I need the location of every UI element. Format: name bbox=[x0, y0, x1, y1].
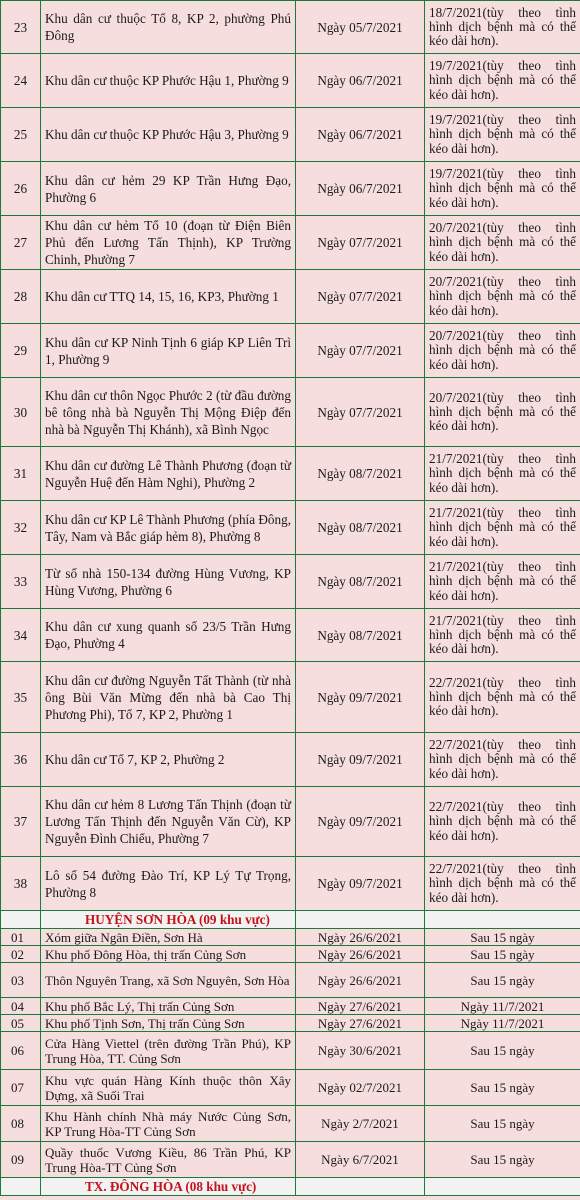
section-until-cell bbox=[425, 911, 580, 929]
row-date: Ngày 07/7/2021 bbox=[296, 324, 425, 378]
section-date-cell bbox=[296, 911, 425, 929]
table-row bbox=[1, 378, 580, 447]
row-until: Sau 15 ngày bbox=[425, 1106, 580, 1142]
row-date: Ngày 06/7/2021 bbox=[296, 54, 425, 108]
row-number: 27 bbox=[1, 216, 41, 270]
row-number: 31 bbox=[1, 447, 41, 501]
row-date: Ngày 09/7/2021 bbox=[296, 662, 425, 733]
section-header bbox=[1, 1178, 580, 1196]
row-date: Ngày 06/7/2021 bbox=[296, 108, 425, 162]
row-date: Ngày 27/6/2021 bbox=[296, 1015, 425, 1032]
row-until: Ngày 11/7/2021 bbox=[425, 1015, 580, 1032]
row-date: Ngày 08/7/2021 bbox=[296, 447, 425, 501]
row-date: Ngày 26/6/2021 bbox=[296, 946, 425, 963]
row-date: Ngày 09/7/2021 bbox=[296, 787, 425, 857]
row-location: Khu dân cư hẻm 29 KP Trần Hưng Đạo, Phường 6 bbox=[41, 162, 296, 216]
table-row bbox=[1, 555, 580, 609]
row-until: Sau 15 ngày bbox=[425, 1070, 580, 1106]
table-row bbox=[1, 609, 580, 662]
row-date: Ngày 30/6/2021 bbox=[296, 1032, 425, 1070]
row-until: 20/7/2021(tùy theo tình hình dịch bệnh mà có thể kéo dài hơn). bbox=[425, 324, 580, 378]
row-until: Sau 15 ngày bbox=[425, 1032, 580, 1070]
row-number: 36 bbox=[1, 733, 41, 787]
table-row bbox=[1, 662, 580, 733]
row-location: Từ số nhà 150-134 đường Hùng Vương, KP Hùng Vương, Phường 6 bbox=[41, 555, 296, 609]
row-location: Khu phố Tịnh Sơn, Thị trấn Củng Sơn bbox=[41, 1015, 296, 1032]
row-date: Ngày 07/7/2021 bbox=[296, 216, 425, 270]
section-until-cell bbox=[425, 1178, 580, 1196]
row-number: 37 bbox=[1, 787, 41, 857]
section-title: HUYỆN SƠN HÒA (09 khu vực) bbox=[41, 911, 296, 929]
row-location: Khu dân cư KP Lê Thành Phương (phía Đông, Tây, Nam và Bắc giáp hẻm 8), Phường 8 bbox=[41, 501, 296, 555]
section-number-cell bbox=[1, 911, 41, 929]
row-location: Khu vực quán Hàng Kính thuộc thôn Xây Dựng, xã Suối Trai bbox=[41, 1070, 296, 1106]
row-location: Khu dân cư đường Lê Thành Phương (đoạn từ Nguyễn Huệ đến Hàm Nghi), Phường 2 bbox=[41, 447, 296, 501]
table-row bbox=[1, 216, 580, 270]
row-number: 01 bbox=[1, 929, 41, 946]
row-number: 09 bbox=[1, 1142, 41, 1178]
row-date: Ngày 08/7/2021 bbox=[296, 501, 425, 555]
row-number: 24 bbox=[1, 54, 41, 108]
row-date: Ngày 07/7/2021 bbox=[296, 270, 425, 324]
table-row bbox=[1, 857, 580, 911]
row-location: Thôn Nguyên Trang, xã Sơn Nguyên, Sơn Hòa bbox=[41, 963, 296, 998]
row-number: 38 bbox=[1, 857, 41, 911]
row-until: 20/7/2021(tùy theo tình hình dịch bệnh mà có thể kéo dài hơn). bbox=[425, 270, 580, 324]
row-number: 23 bbox=[1, 1, 41, 54]
row-location: Khu dân cư thôn Ngọc Phước 2 (từ đầu đường bê tông nhà bà Nguyễn Thị Mộng Điệp đến nhà bà Nguyễn Thị Khánh), xã Bình Ngọc bbox=[41, 378, 296, 447]
table-row bbox=[1, 447, 580, 501]
row-date: Ngày 07/7/2021 bbox=[296, 378, 425, 447]
table-row bbox=[1, 54, 580, 108]
row-until: Sau 15 ngày bbox=[425, 963, 580, 998]
row-number: 29 bbox=[1, 324, 41, 378]
row-date: Ngày 26/6/2021 bbox=[296, 963, 425, 998]
row-location: Khu dân cư thuộc KP Phước Hậu 1, Phường 9 bbox=[41, 54, 296, 108]
table-row bbox=[1, 1106, 580, 1142]
section-header bbox=[1, 911, 580, 929]
row-until: Sau 15 ngày bbox=[425, 1142, 580, 1178]
row-number: 30 bbox=[1, 378, 41, 447]
table-row bbox=[1, 1032, 580, 1070]
row-location: Khu phố Bắc Lý, Thị trấn Củng Sơn bbox=[41, 998, 296, 1015]
row-date: Ngày 02/7/2021 bbox=[296, 1070, 425, 1106]
row-number: 25 bbox=[1, 108, 41, 162]
section-date-cell bbox=[296, 1178, 425, 1196]
row-location: Lô số 54 đường Đào Trí, KP Lý Tự Trọng, Phường 8 bbox=[41, 857, 296, 911]
row-location: Cửa Hàng Viettel (trên đường Trần Phú), KP Trung Hòa, TT. Củng Sơn bbox=[41, 1032, 296, 1070]
table-row bbox=[1, 1015, 580, 1032]
table-row bbox=[1, 501, 580, 555]
row-date: Ngày 08/7/2021 bbox=[296, 555, 425, 609]
row-until: 20/7/2021(tùy theo tình hình dịch bệnh mà có thể kéo dài hơn). bbox=[425, 378, 580, 447]
row-number: 03 bbox=[1, 963, 41, 998]
row-until: 21/7/2021(tùy theo tình hình dịch bệnh mà có thể kéo dài hơn). bbox=[425, 501, 580, 555]
row-until: Sau 15 ngày bbox=[425, 946, 580, 963]
table-row bbox=[1, 998, 580, 1015]
row-until: 19/7/2021(tùy theo tình hình dịch bệnh mà có thể kéo dài hơn). bbox=[425, 108, 580, 162]
row-number: 07 bbox=[1, 1070, 41, 1106]
row-location: Khu dân cư đường Nguyễn Tất Thành (từ nhà ông Bùi Văn Mừng đến nhà bà Cao Thị Phương Phi), Tổ 7, KP 2, Phường 1 bbox=[41, 662, 296, 733]
row-until: 18/7/2021(tùy theo tình hình dịch bệnh mà có thể kéo dài hơn). bbox=[425, 1, 580, 54]
row-date: Ngày 06/7/2021 bbox=[296, 162, 425, 216]
row-number: 08 bbox=[1, 1106, 41, 1142]
row-number: 04 bbox=[1, 998, 41, 1015]
row-until: 21/7/2021(tùy theo tình hình dịch bệnh mà có thể kéo dài hơn). bbox=[425, 609, 580, 662]
row-date: Ngày 05/7/2021 bbox=[296, 1, 425, 54]
row-until: 22/7/2021(tùy theo tình hình dịch bệnh mà có thể kéo dài hơn). bbox=[425, 662, 580, 733]
row-number: 02 bbox=[1, 946, 41, 963]
row-until: 20/7/2021(tùy theo tình hình dịch bệnh mà có thể kéo dài hơn). bbox=[425, 216, 580, 270]
row-number: 05 bbox=[1, 1015, 41, 1032]
row-location: Khu dân cư KP Ninh Tịnh 6 giáp KP Liên Trì 1, Phường 9 bbox=[41, 324, 296, 378]
table-row bbox=[1, 787, 580, 857]
row-number: 35 bbox=[1, 662, 41, 733]
row-until: 22/7/2021(tùy theo tình hình dịch bệnh mà có thể kéo dài hơn). bbox=[425, 787, 580, 857]
section-number-cell bbox=[1, 1178, 41, 1196]
row-date: Ngày 2/7/2021 bbox=[296, 1106, 425, 1142]
row-until: 22/7/2021(tùy theo tình hình dịch bệnh mà có thể kéo dài hơn). bbox=[425, 733, 580, 787]
table-row bbox=[1, 162, 580, 216]
row-location: Khu Hành chính Nhà máy Nước Củng Sơn, KP Trung Hòa-TT Củng Sơn bbox=[41, 1106, 296, 1142]
row-number: 32 bbox=[1, 501, 41, 555]
row-date: Ngày 6/7/2021 bbox=[296, 1142, 425, 1178]
row-until: 21/7/2021(tùy theo tình hình dịch bệnh mà có thể kéo dài hơn). bbox=[425, 555, 580, 609]
row-date: Ngày 27/6/2021 bbox=[296, 998, 425, 1015]
row-location: Khu dân cư thuộc KP Phước Hậu 3, Phường 9 bbox=[41, 108, 296, 162]
row-number: 34 bbox=[1, 609, 41, 662]
row-location: Khu dân cư thuộc Tổ 8, KP 2, phường Phú Đông bbox=[41, 1, 296, 54]
table-row bbox=[1, 270, 580, 324]
row-location: Khu dân cư TTQ 14, 15, 16, KP3, Phường 1 bbox=[41, 270, 296, 324]
row-until: 21/7/2021(tùy theo tình hình dịch bệnh mà có thể kéo dài hơn). bbox=[425, 447, 580, 501]
table-row bbox=[1, 1, 580, 54]
row-until: 19/7/2021(tùy theo tình hình dịch bệnh mà có thể kéo dài hơn). bbox=[425, 162, 580, 216]
row-location: Khu dân cư xung quanh số 23/5 Trần Hưng Đạo, Phường 4 bbox=[41, 609, 296, 662]
row-until: 22/7/2021(tùy theo tình hình dịch bệnh mà có thể kéo dài hơn). bbox=[425, 857, 580, 911]
table-row bbox=[1, 108, 580, 162]
row-until: Sau 15 ngày bbox=[425, 929, 580, 946]
row-number: 26 bbox=[1, 162, 41, 216]
row-date: Ngày 09/7/2021 bbox=[296, 733, 425, 787]
row-date: Ngày 09/7/2021 bbox=[296, 857, 425, 911]
row-location: Khu dân cư hẻm Tổ 10 (đoạn từ Điện Biên Phủ đến Lương Tấn Thịnh), KP Trường Chinh, Phường 7 bbox=[41, 216, 296, 270]
row-until: Ngày 11/7/2021 bbox=[425, 998, 580, 1015]
table-row bbox=[1, 1142, 580, 1178]
table-row bbox=[1, 946, 580, 963]
row-number: 33 bbox=[1, 555, 41, 609]
section-title: TX. ĐÔNG HÒA (08 khu vực) bbox=[41, 1178, 296, 1196]
table-row bbox=[1, 324, 580, 378]
table-row bbox=[1, 733, 580, 787]
row-number: 28 bbox=[1, 270, 41, 324]
row-location: Khu dân cư Tổ 7, KP 2, Phường 2 bbox=[41, 733, 296, 787]
row-date: Ngày 08/7/2021 bbox=[296, 609, 425, 662]
table-row bbox=[1, 929, 580, 946]
row-location: Quầy thuốc Vương Kiều, 86 Trần Phú, KP Trung Hòa-TT Củng Sơn bbox=[41, 1142, 296, 1178]
row-location: Khu phố Đông Hòa, thị trấn Củng Sơn bbox=[41, 946, 296, 963]
row-location: Xóm giữa Ngân Điền, Sơn Hà bbox=[41, 929, 296, 946]
row-number: 06 bbox=[1, 1032, 41, 1070]
row-until: 19/7/2021(tùy theo tình hình dịch bệnh mà có thể kéo dài hơn). bbox=[425, 54, 580, 108]
table-row bbox=[1, 963, 580, 998]
table-row bbox=[1, 1070, 580, 1106]
row-location: Khu dân cư hẻm 8 Lương Tấn Thịnh (đoạn từ Lương Tấn Thịnh đến Nguyễn Văn Cừ), KP Nguyễn Đình Chiểu, Phường 7 bbox=[41, 787, 296, 857]
row-date: Ngày 26/6/2021 bbox=[296, 929, 425, 946]
